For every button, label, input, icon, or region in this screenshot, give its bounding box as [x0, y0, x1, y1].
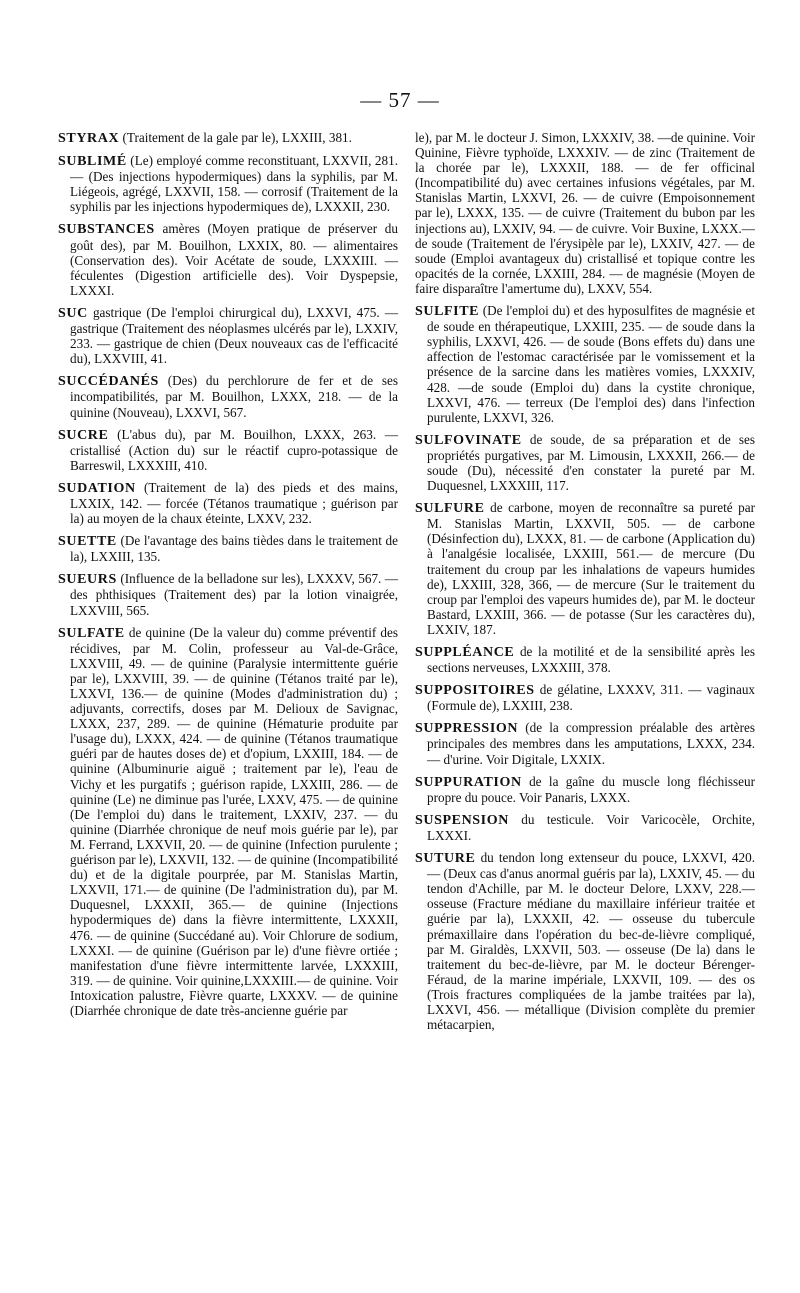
- index-entry: [58, 625, 398, 1018]
- index-entry: [58, 427, 398, 473]
- entry-heading: SUCCÉDANÉS: [58, 374, 159, 390]
- index-entry: [58, 305, 398, 366]
- index-entry: [415, 432, 755, 493]
- entry-text: le), par M. le docteur J. Simon, LXXXIV, 38. —de quinine. Voir Quinine, Fièvre typhoïde, LXXXIV. — de zinc (Traitement de la chorée par le), LXXXII, 188. — de fer officinal (Incompatibilité du) avec certaines infusions végétales, par M. Stanislas Martin, LXXVI, 26. — de cuivre (Empoisonnement par le), LXXX, 135. — de cuivre (Traitement du bubon par les injections au), LXXIV, 94. — de cuivre. Voir Buxine, LXXX.— de soude (Traitement de l'érysipèle par le), LXXIV, 427. — de soude (Emploi avantageux du) cristallisé et topique contre les opacités de la cornée, LXXIII, 284. — de magnésie (Moyen de faire disparaître l'amertume du), LXXV, 554.: [415, 130, 755, 296]
- entry-text: de soude, de sa préparation et de ses propriétés purgatives, par M. Limousin, LXXXII, 266.— de soude (Du), nécessité d'en constater la pureté par M. Duquesnel, LXXXIII, 117.: [427, 431, 755, 494]
- entry-text: du testicule. Voir Varicocèle, Orchite, LXXXI.: [427, 811, 755, 843]
- entry-text: (Des) du perchlorure de fer et de ses incompatibilités, par M. Bouilhon, LXXX, 218. — de la quinine (Nouveau), LXXVI, 567.: [70, 373, 399, 420]
- index-entry: [415, 500, 755, 637]
- entry-text: (Traitement de la) des pieds et des mains, LXXIX, 142. — forcée (Tétanos traumatique ; guérison par la) au moyen de la chaux éteinte, LXXV, 232.: [70, 479, 398, 527]
- index-entry: [415, 130, 755, 296]
- entry-heading: SUPPLÉANCE: [415, 645, 515, 660]
- entry-heading: SUBLIMÉ: [58, 154, 127, 170]
- entry-text: de quinine (De la valeur du) comme préventif des récidives, par M. Colin, professeur au Val-de-Grâce, LXXVIII, 49. — de quinine (Paralysie intermittente guérie par le), LXXVIII, 39. — de quinine (Tétanos traité par le), LXXVI, 136.— de quinine (Modes d'administration du) ; adjuvants, correctifs, doses par M. Delioux de Savignac, LXXX, 237, 289. — de quinine (Hématurie produite par l'usage du), LXXX, 424. — de quinine (Tétanos traumatique guéri par de hautes doses de) et d'opium, LXXIII, 184. — de quinine (Albuminurie aiguë ; traitement par le), l'eau de Vichy et les purgatifs ; guérison rapide, LXXIII, 286. — de quinine (Le) ne diminue pas l'urée, LXXV, 475. — de quinine (De l'emploi du) dans le traitement, LXXIV, 237. — du quinine (Diarrhée chronique de neuf mois guérie par le), par M. Ferrand, LXXVII, 20. — de quinine (Infection purulente ; guérison par le), LXXVII, 132. — de quinine (Incompatibilité du) et de la digitale pourprée, par M. Stanislas Martin, LXXVII, 171.— de quinine (De l'administration du), par M. Duquesnel, LXXXII, 365.— de quinine (Injections hypodermiques de) dans la fièvre intermittente, LXXXII, 476. — de quinine (Succédané au). Voir Chlorure de sodium, LXXXI. — de quinine (Guérison par le) d'une fièvre ortiée ; manifestation d'une fièvre intermittente larvée, LXXXIII, 319. — de quinine. Voir quinine,LXXXIII.— de quinine. Voir Intoxication palustre, Fièvre quarte, LXXXV. — de quinine (Diarrhée chronique de date très-ancienne guérie par: [70, 624, 399, 1018]
- entry-heading: SUSPENSION: [415, 812, 509, 828]
- index-entry: [58, 571, 398, 617]
- index-entry: [58, 480, 398, 526]
- entry-text: de gélatine, LXXXV, 311. — vaginaux (Formule de), LXXIII, 238.: [427, 682, 756, 714]
- index-entry: [415, 812, 755, 843]
- entry-text: amères (Moyen pratique de préserver du goût des), par M. Bouilhon, LXXIX, 80. — alimentaires (Conservation des). Voir Acétate de soude, LXXXIII. — féculentes (Digestion artificielle des). Voir Dyspepsie, LXXXI.: [70, 221, 398, 298]
- entry-heading: SUC: [58, 305, 88, 321]
- index-entry: [58, 153, 398, 214]
- page-number: — 57 —: [360, 88, 440, 112]
- index-entry: [58, 533, 398, 564]
- entry-text: (De l'emploi du) et des hyposulfites de magnésie et de soude en thérapeutique, LXXIII, 235. — de soude dans la syphilis, LXXVI, 426. — de soude (Bons effets du) dans une affection de l'estomac caractérisée par le vomissement et la présence de la sarcine dans les matières vomies, LXXXIV, 428. —de soude (Emploi du) dans la cystite chronique, LXXVI, 476. — terreux (De l'emploi des) dans l'infection purulente, LXXVI, 326.: [427, 303, 755, 425]
- index-entry: [58, 221, 398, 297]
- entry-heading: SUPPRESSION: [415, 721, 519, 737]
- entry-text: de la gaîne du muscle long fléchisseur propre du pouce. Voir Panaris, LXXX.: [427, 773, 755, 805]
- entry-text: (Traitement de la gale par le), LXXIII, 381.: [122, 130, 352, 145]
- index-entry: [415, 774, 755, 805]
- right-column: [415, 130, 755, 1039]
- index-entry: [415, 682, 755, 713]
- entry-heading: SULFURE: [415, 501, 485, 517]
- entry-heading: STYRAX: [58, 131, 120, 146]
- index-entry: [415, 720, 755, 766]
- index-entry: [415, 303, 755, 425]
- entry-text: gastrique (De l'emploi chirurgical du), LXXVI, 475. — gastrique (Traitement des néoplasmes ulcérés par le), LXXIV, 233. — gastrique de chien (Deux nouveaux cas de l'efficacité du), LXXVIII, 41.: [70, 304, 399, 367]
- entry-heading: SULFATE: [58, 625, 125, 641]
- entry-text: (De l'avantage des bains tièdes dans le traitement de la), LXXIII, 135.: [70, 533, 398, 565]
- entry-text: (Le) employé comme reconstituant, LXXVII, 281. — (Des injections hypodermiques) dans la syphilis, par M. Liégeois, agrégé, LXXVII, 158. — corrosif (Traitement de la syphilis par les injections hypodermiques de), LXXXII, 230.: [70, 153, 398, 215]
- entry-text: de carbone, moyen de reconnaître sa pureté par M. Stanislas Martin, LXXVII, 505. — de carbone (Désinfection du), LXXX, 81. — de carbone (Application du) à l'analgésie localisée, LXXIII, 561.— de mercure (Du traitement du croup par les inhalations de vapeurs humides de), LXXIII, 328, 366, — de mercure (Sur le traitement du croup par l'emploi des vapeurs humides de), par M. le docteur Bastard, LXXIII, 366. — de potasse (Sur les caractères du), LXXIV, 187.: [427, 500, 755, 637]
- entry-text: de la motilité et de la sensibilité après les sections nerveuses, LXXXIII, 378.: [427, 644, 756, 676]
- index-entry: [415, 644, 755, 675]
- entry-heading: SUTURE: [415, 851, 476, 867]
- entry-heading: SULFOVINATE: [415, 432, 522, 448]
- entry-heading: SULFITE: [415, 304, 480, 320]
- left-column: [58, 130, 398, 1025]
- entry-text: (de la compression préalable des artères principales des membres dans les amputations, LXXX, 234. — d'urine. Voir Digitale, LXXIX.: [427, 720, 756, 767]
- entry-heading: SUBSTANCES: [58, 222, 155, 238]
- entry-text: du tendon long extenseur du pouce, LXXVI, 420. — (Deux cas d'anus anormal guéris par la), LXXIV, 45. — du tendon d'Achille, par M. le docteur Delore, LXXV, 228.— osseuse (Fracture médiane du maxillaire inférieur traitée et guérie par la), LXXXII, 42. — osseuse du tubercule prémaxillaire dans l'opération du bec-de-lièvre compliqué, par M. Giraldès, LXXVII, 503. — osseuse (De la) dans le traitement du bec-de-lièvre, par M. le docteur Bérenger-Féraud, de la marine impériale, LXXVII, 109. — des os (Trois fractures compliquées de la jambe traitées par la), LXXVI, 456. — métallique (Division complète du premier métacarpien,: [427, 850, 756, 1033]
- entry-heading: SUPPOSITOIRES: [415, 683, 535, 699]
- index-entry: [415, 850, 755, 1032]
- index-entry: [58, 373, 398, 419]
- entry-heading: SUDATION: [58, 480, 136, 496]
- entry-heading: SUETTE: [58, 534, 117, 550]
- entry-heading: SUEURS: [58, 572, 117, 588]
- entry-heading: SUCRE: [58, 427, 109, 443]
- entry-text: (Influence de la belladone sur les), LXXXV, 567. — des phthisiques (Traitement des) par la lotion vinaigrée, LXXVIII, 565.: [70, 571, 399, 618]
- index-entry: [58, 130, 398, 146]
- entry-heading: SUPPURATION: [415, 774, 522, 790]
- entry-text: (L'abus du), par M. Bouilhon, LXXX, 263. — cristallisé (Action du) sur le réactif cupro-potassique de Barreswil, LXXXIII, 410.: [70, 426, 399, 473]
